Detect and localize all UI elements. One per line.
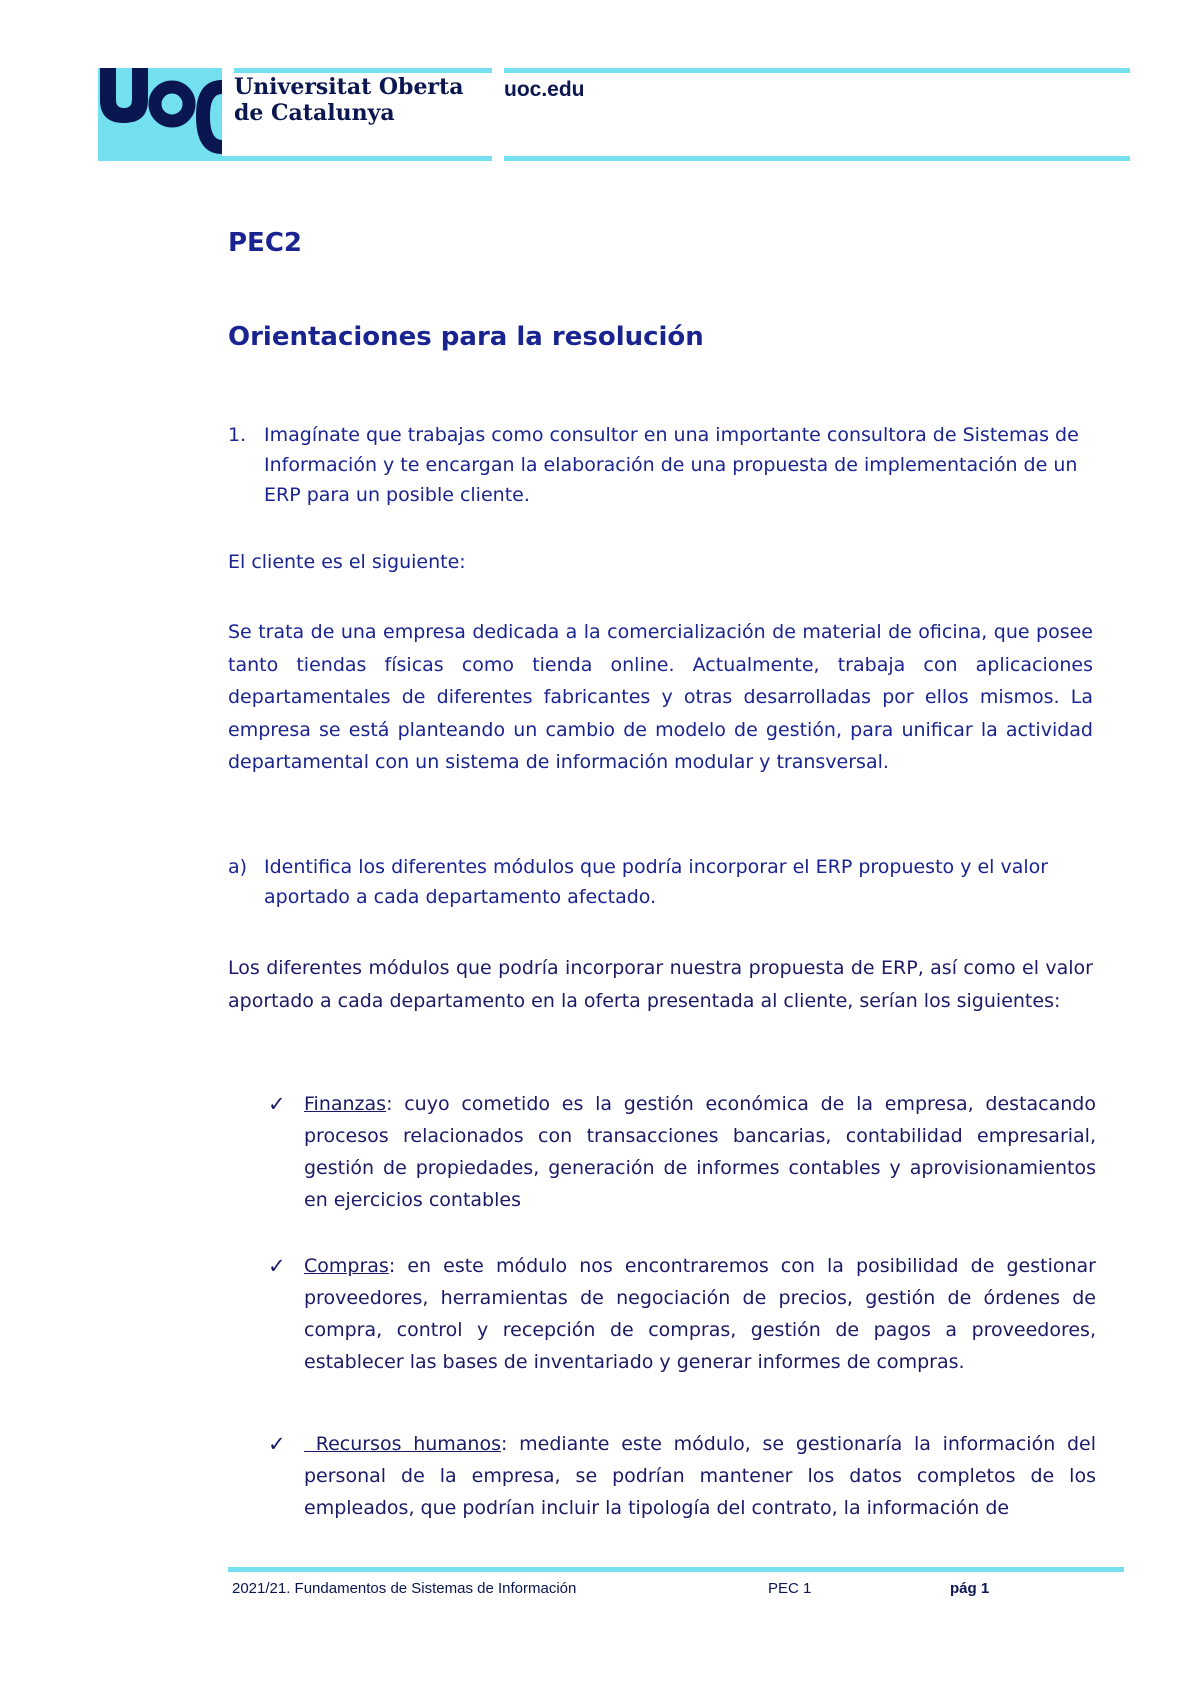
header-rule-top-left <box>234 68 492 73</box>
answer-intro: Los diferentes módulos que podría incorporar nuestra propuesta de ERP, así como el valor aportado a cada departamento en la oferta presentada al cliente, serían los siguientes: <box>228 957 1093 1012</box>
module-name: Compras <box>304 1255 389 1277</box>
module-description: : mediante este módulo, se gestionaría la información del personal de la empresa, se podrían mantener los datos completos de los empleados, que podrían incluir la tipología del contrato, la información de <box>304 1433 1096 1519</box>
check-icon: ✓ <box>268 1092 286 1116</box>
university-name-line2: de Catalunya <box>234 100 395 126</box>
client-label: El cliente es el siguiente: <box>228 551 466 573</box>
module-description: : cuyo cometido es la gestión económica de la empresa, destacando procesos relacionados con transacciones bancarias, contabilidad empresarial, gestión de propiedades, generación de informes contables y aprovisionamientos en ejercicios contables <box>304 1093 1096 1211</box>
check-icon: ✓ <box>268 1432 286 1456</box>
footer-rule <box>228 1567 1124 1572</box>
list-item-text <box>304 1088 1096 1216</box>
page-subtitle: Orientaciones para la resolución <box>228 322 704 352</box>
header-rule-bottom-right <box>504 156 1130 161</box>
footer-page-number: pág 1 <box>950 1580 990 1597</box>
module-name: Recursos humanos <box>304 1433 501 1455</box>
uoc-logo <box>98 66 222 161</box>
university-name-line1: Universitat Oberta <box>234 74 464 100</box>
module-name: Finanzas <box>304 1093 387 1115</box>
header-rule-top-right <box>504 68 1130 73</box>
question-text: Imagínate que trabajas como consultor en una importante consultora de Sistemas de Información y te encargan la elaboración de una propuesta de implementación de un ERP para un posible cliente. <box>264 424 1079 506</box>
list-item-text <box>304 1428 1096 1524</box>
module-description: : en este módulo nos encontraremos con la posibilidad de gestionar proveedores, herramientas de negociación de precios, gestión de órdenes de compra, control y recepción de compras, gestión de pagos a proveedores, establecer las bases de inventariado y generar informes de compras. <box>304 1255 1096 1373</box>
check-icon: ✓ <box>268 1254 286 1278</box>
header-rule-bottom-left <box>98 156 492 161</box>
question-letter: a) <box>228 856 248 878</box>
university-name <box>234 74 463 126</box>
uoc-logo-icon <box>98 66 222 161</box>
client-description: Se trata de una empresa dedicada a la comercialización de material de oficina, que posee tanto tiendas físicas como tienda online. Actualmente, trabaja con aplicaciones departamentales de diferentes fabricantes y otras desarrolladas por ellos mismos. La empresa se está planteando un cambio de modelo de gestión, para unificar la actividad departamental con un sistema de información modular y transversal. <box>228 621 1093 773</box>
page-title: PEC2 <box>228 228 302 258</box>
question-number: 1. <box>228 424 247 446</box>
footer-assignment: PEC 1 <box>768 1580 812 1597</box>
list-item-text <box>304 1250 1096 1378</box>
site-link[interactable]: uoc.edu <box>504 78 585 101</box>
question-a-text: Identifica los diferentes módulos que podría incorporar el ERP propuesto y el valor aportado a cada departamento afectado. <box>264 856 1049 908</box>
footer-course: 2021/21. Fundamentos de Sistemas de Información <box>232 1580 577 1597</box>
